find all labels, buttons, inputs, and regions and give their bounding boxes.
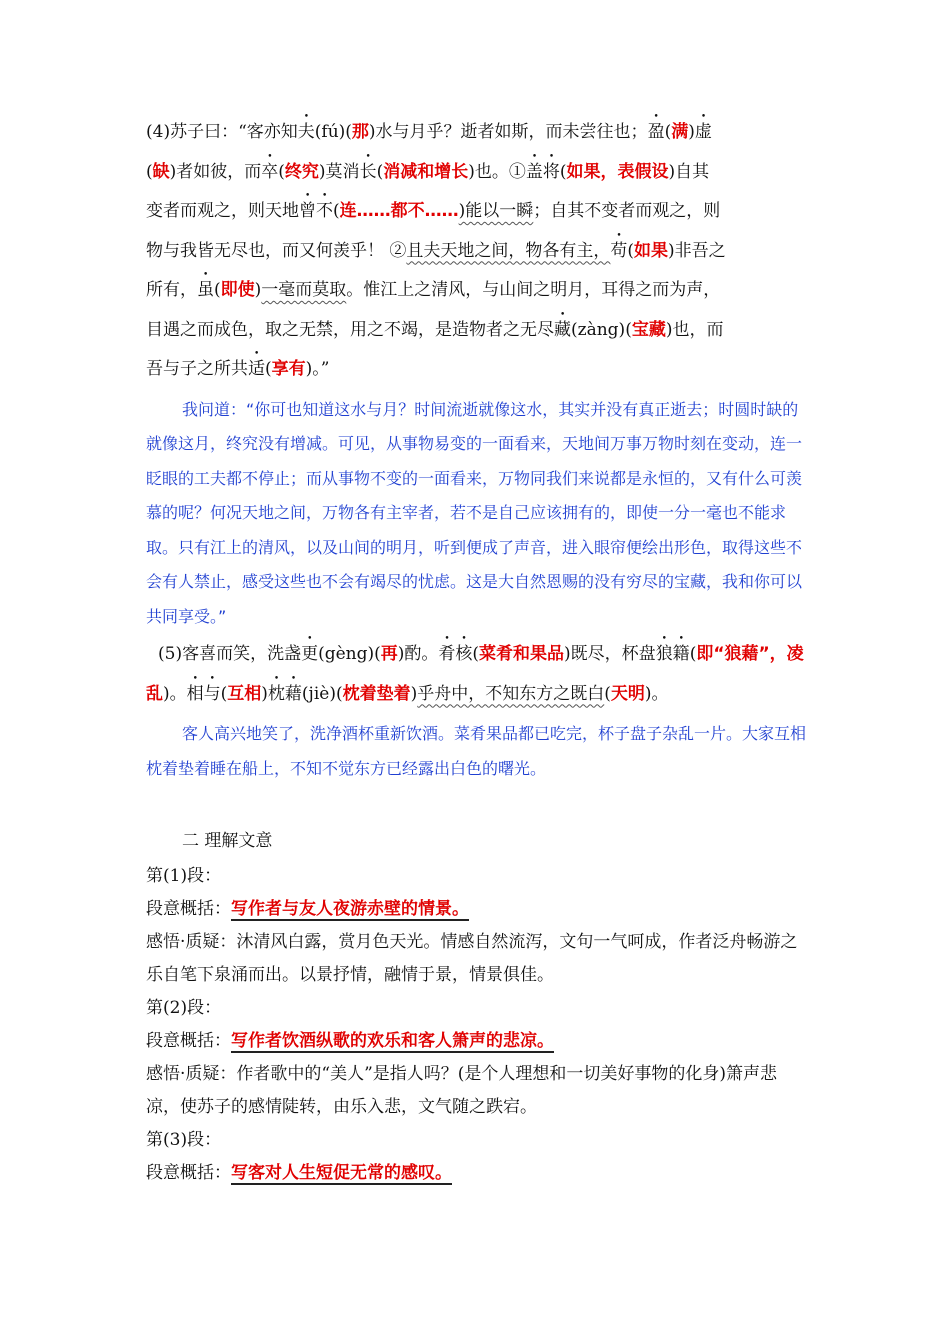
section-heading: 二 理解文意 xyxy=(182,831,273,851)
section-2-summary-line xyxy=(146,1025,806,1058)
section-2-title: 第(2)段： xyxy=(146,998,222,1018)
section-2-note: 感悟·质疑：作者歌中的“美人”是指人吗？(是个人理想和一切美好事物的化身)箫声悲凉，使苏子的感情陡转，由乐入悲，文气随之跌宕。 xyxy=(146,1064,778,1117)
paragraph-4-translation: 我问道：“你可也知道这水与月？时间流逝就像这水，其实并没有真正逝去；时圆时缺的就像这月，终究没有增减。可见，从事物易变的一面看来，天地间万事万物时刻在变动，连一眨眼的工夫都不停止；而从事物不变的一面看来，万物同我们来说都是永恒的，又有什么可羡慕的呢？何况天地之间，万物各有主宰者，若不是自己应该拥有的，即使一分一毫也不能求取。只有江上的清风，以及山间的明月，听到便成了声音，进入眼帘便绘出形色，取得这些不会有人禁止，感受这些也不会有竭尽的忧虑。这是大自然恩赐的没有穷尽的宝藏，我和你可以共同享受。” xyxy=(146,399,803,626)
section-3-summary-line xyxy=(146,1157,806,1190)
summary-label: 段意概括： xyxy=(146,899,231,919)
summary-text: 写作者饮酒纵歌的欢乐和客人箫声的悲凉。 xyxy=(231,1031,554,1051)
summary-text: 写作者与友人夜游赤壁的情景。 xyxy=(231,899,469,919)
section-1-title: 第(1)段： xyxy=(146,866,222,886)
document-page xyxy=(146,112,806,1190)
summary-text: 写客对人生短促无常的感叹。 xyxy=(231,1163,452,1183)
summary-label: 段意概括： xyxy=(146,1163,231,1183)
paragraph-5-translation: 客人高兴地笑了，洗净酒杯重新饮酒。菜肴果品都已吃完，杯子盘子杂乱一片。大家互相枕着垫着睡在船上，不知不觉东方已经露出白色的曙光。 xyxy=(146,724,807,778)
section-1-note: 感悟·质疑：沐清风白露，赏月色天光。情感自然流泻，文句一气呵成，作者泛舟畅游之乐自笔下泉涌而出。以景抒情，融情于景，情景俱佳。 xyxy=(146,932,798,985)
paragraph-4-original: (4)苏子曰：“客亦知夫(fú)(那)水与月乎？逝者如斯，而未尝往也；盈(满)虚 (缺)者如彼，而卒(终究)莫消长(消减和增长)也。①盖将(如果，表假设)自其 变者而观之，则天地曾不(连……都不……)能以一瞬；自其不变者而观之，则 物与我皆无尽也，而又何羡乎！ ②且夫天地之间，物各有主，苟(如果)非吾之 所有，虽(即使)一毫而莫取。惟江上之清风，与山间之明月，耳得之而为声， 目遇之而成色，取之无禁，用之不竭，是造物者之无尽藏(zàng)(宝藏)也，而 吾与子之所共适(享有)。” xyxy=(146,122,726,379)
summary-label: 段意概括： xyxy=(146,1031,231,1051)
section-3-title: 第(3)段： xyxy=(146,1130,222,1150)
section-1-summary-line xyxy=(146,893,806,926)
paragraph-5-original: (5)客喜而笑，洗盏更(gèng)(再)酌。肴核(菜肴和果品)既尽，杯盘狼籍(即“狼藉”，凌乱)。相与(互相)枕藉(jiè)(枕着垫着)乎舟中，不知东方之既白(天明)。 xyxy=(146,644,804,704)
